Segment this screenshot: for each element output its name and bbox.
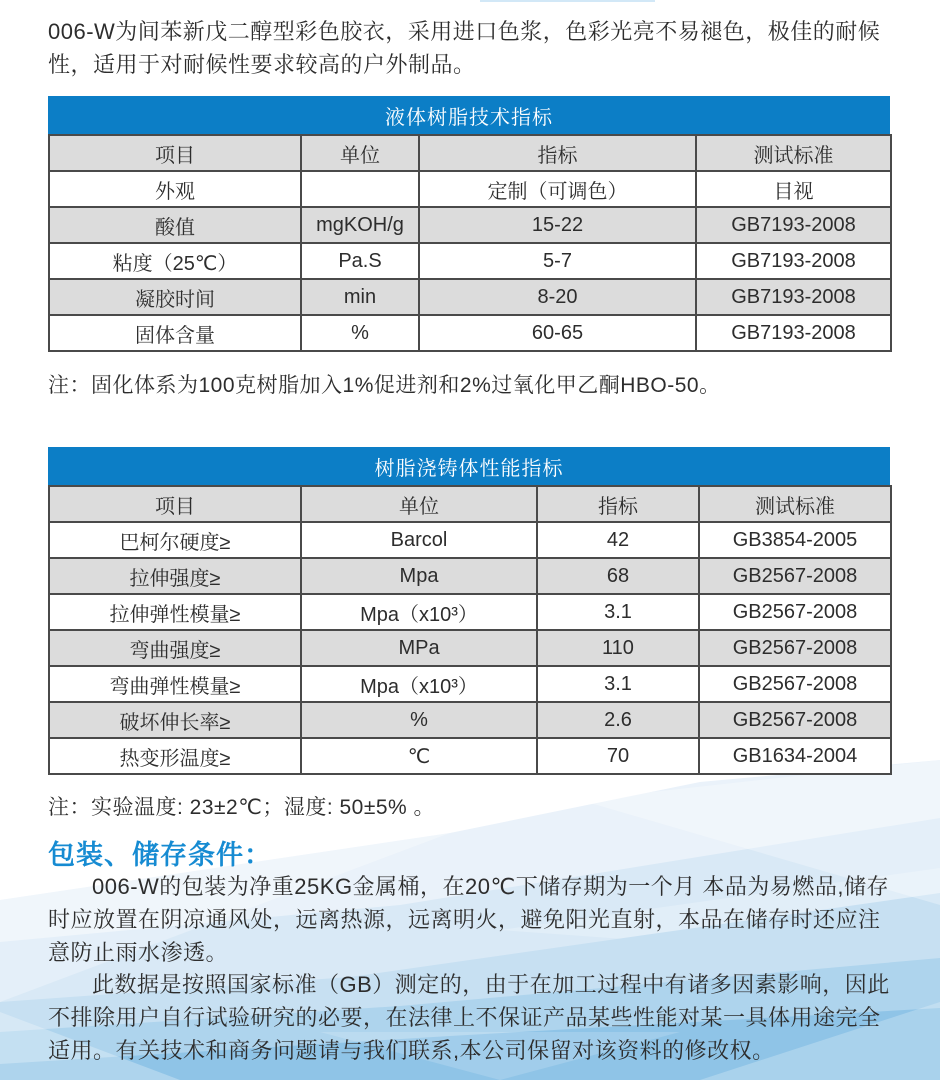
- table1-title-bar: 液体树脂技术指标: [48, 96, 890, 134]
- disclaimer-paragraph: 此数据是按照国家标准（GB）测定的，由于在加工过程中有诸多因素影响，因此不排除用户自行试验研究的必要，在法律上不保证产品某些性能对某一具体用途完全适用。有关技术和商务问题请与我们联系,本公司保留对该资料的修改权。: [48, 972, 890, 1063]
- table-cell: Pa.S: [301, 243, 419, 279]
- table-header-row: [49, 486, 891, 522]
- table-cell: 3.1: [537, 594, 699, 630]
- table-row: [49, 315, 891, 351]
- table-cell: 定制（可调色）: [419, 171, 696, 207]
- table-row: [49, 522, 891, 558]
- table-cell: 70: [537, 738, 699, 774]
- table-cell: Mpa（x10³）: [301, 666, 537, 702]
- table-cell: 凝胶时间: [49, 279, 301, 315]
- table-cell: mgKOH/g: [301, 207, 419, 243]
- top-edge-accent: [480, 0, 655, 2]
- liquid-resin-spec-table: [48, 134, 892, 352]
- casting-performance-table: [48, 485, 892, 775]
- table-cell: 固体含量: [49, 315, 301, 351]
- table-cell: GB1634-2004: [699, 738, 891, 774]
- table-row: [49, 243, 891, 279]
- table-cell: Barcol: [301, 522, 537, 558]
- table-row: [49, 594, 891, 630]
- table-row: [49, 558, 891, 594]
- table-row: [49, 702, 891, 738]
- liquid-resin-spec-section: [48, 96, 890, 352]
- table-cell: GB7193-2008: [696, 279, 891, 315]
- casting-performance-section: [48, 447, 890, 775]
- table-cell: 弯曲强度≥: [49, 630, 301, 666]
- table-cell: GB2567-2008: [699, 702, 891, 738]
- table-header-cell: 项目: [49, 135, 301, 171]
- table2-title-bar: 树脂浇铸体性能指标: [48, 447, 890, 485]
- table-cell: 68: [537, 558, 699, 594]
- table-cell: 42: [537, 522, 699, 558]
- storage-section-heading: 包装、储存条件：: [48, 840, 272, 870]
- table-cell: 60-65: [419, 315, 696, 351]
- table-header-cell: 指标: [537, 486, 699, 522]
- table-cell: Mpa（x10³）: [301, 594, 537, 630]
- storage-paragraph: 006-W的包装为净重25KG金属桶，在20℃下储存期为一个月 本品为易燃品,储存时应放置在阴凉通风处，远离热源，远离明火，避免阳光直射，本品在储存时还应注意防止雨水渗透。: [48, 874, 889, 965]
- table-cell: 弯曲弹性模量≥: [49, 666, 301, 702]
- table-cell: ℃: [301, 738, 537, 774]
- table-row: [49, 630, 891, 666]
- table-header-cell: 项目: [49, 486, 301, 522]
- table-cell: 110: [537, 630, 699, 666]
- table-cell: GB7193-2008: [696, 243, 891, 279]
- table-cell: MPa: [301, 630, 537, 666]
- table-cell: GB2567-2008: [699, 594, 891, 630]
- table-cell: 酸值: [49, 207, 301, 243]
- table-cell: 拉伸弹性模量≥: [49, 594, 301, 630]
- table-cell: 3.1: [537, 666, 699, 702]
- table-row: [49, 279, 891, 315]
- table-cell: Mpa: [301, 558, 537, 594]
- table-cell: %: [301, 315, 419, 351]
- table-cell: 15-22: [419, 207, 696, 243]
- table-cell: [301, 171, 419, 207]
- table-header-cell: 单位: [301, 135, 419, 171]
- table-cell: 5-7: [419, 243, 696, 279]
- table-cell: GB2567-2008: [699, 630, 891, 666]
- table-row: [49, 207, 891, 243]
- intro-paragraph: 006-W为间苯新戊二醇型彩色胶衣，采用进口色浆，色彩光亮不易褪色，极佳的耐候性，适用于对耐候性要求较高的户外制品。: [48, 19, 881, 77]
- table-header-row: [49, 135, 891, 171]
- table-header-cell: 指标: [419, 135, 696, 171]
- table-cell: GB2567-2008: [699, 558, 891, 594]
- table-cell: GB7193-2008: [696, 315, 891, 351]
- table-cell: 粘度（25℃）: [49, 243, 301, 279]
- table-cell: 破坏伸长率≥: [49, 702, 301, 738]
- table-cell: 目视: [696, 171, 891, 207]
- table-header-cell: 测试标准: [699, 486, 891, 522]
- table-cell: GB3854-2005: [699, 522, 891, 558]
- table-row: [49, 666, 891, 702]
- table-cell: 热变形温度≥: [49, 738, 301, 774]
- table-header-cell: 单位: [301, 486, 537, 522]
- table-cell: GB7193-2008: [696, 207, 891, 243]
- table-header-cell: 测试标准: [696, 135, 891, 171]
- table-cell: min: [301, 279, 419, 315]
- table1-note: 注：固化体系为100克树脂加入1%促进剂和2%过氧化甲乙酮HBO-50。: [48, 374, 721, 397]
- table-row: [49, 738, 891, 774]
- table-cell: 拉伸强度≥: [49, 558, 301, 594]
- table-row: [49, 171, 891, 207]
- table2-note: 注：实验温度: 23±2℃；湿度: 50±5% 。: [48, 796, 436, 819]
- table-cell: 2.6: [537, 702, 699, 738]
- table-cell: 外观: [49, 171, 301, 207]
- table-cell: GB2567-2008: [699, 666, 891, 702]
- table-cell: %: [301, 702, 537, 738]
- table-cell: 8-20: [419, 279, 696, 315]
- table-cell: 巴柯尔硬度≥: [49, 522, 301, 558]
